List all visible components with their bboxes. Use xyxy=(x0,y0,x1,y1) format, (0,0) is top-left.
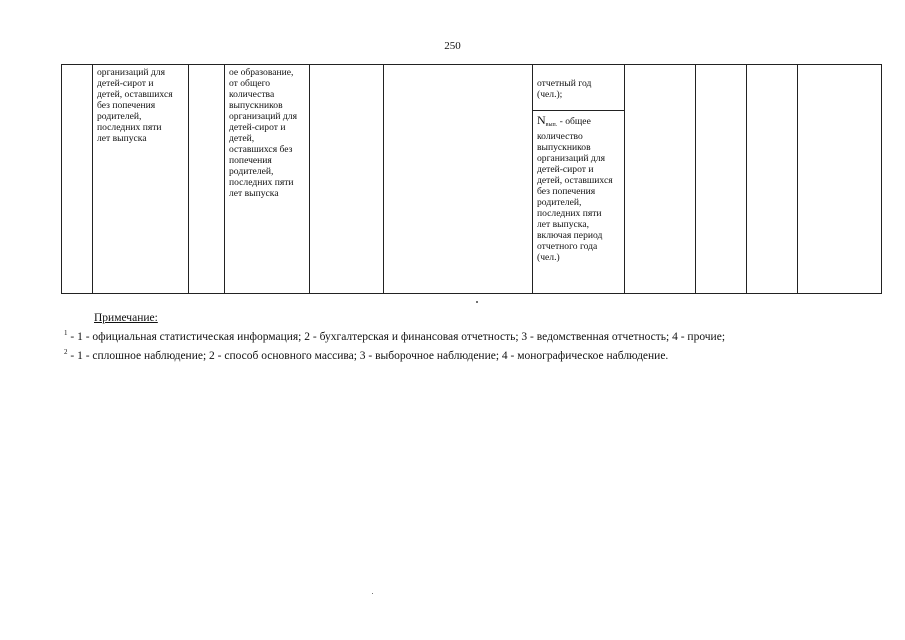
formula-top-text: отчетный год (чел.); xyxy=(533,76,624,111)
footnote-marker: 1 xyxy=(64,329,68,337)
table-cell-description: организаций для детей-сирот и детей, оставшихся без попечения родителей, последних пяти лет выпуска xyxy=(93,65,189,294)
footnote-block xyxy=(64,311,725,364)
page-number: 250 xyxy=(444,40,461,52)
footnote-text: - 1 - официальная статистическая информация; 2 - бухгалтерская и финансовая отчетность; 3 - ведомственная отчетность; 4 - прочие; xyxy=(67,331,726,343)
footnote-marker: 2 xyxy=(64,348,68,356)
table-cell-formula xyxy=(533,65,625,294)
table-cell-definition: ое образование, от общего количества выпускников организаций для детей-сирот и детей, оставшихся без попечения родителей, последних пяти лет выпуска xyxy=(225,65,310,294)
table-cell-empty xyxy=(310,65,384,294)
footnote-text: - 1 - сплошное наблюдение; 2 - способ основного массива; 3 - выборочное наблюдение; 4 - монографическое наблюдение. xyxy=(67,350,669,362)
footnote-item xyxy=(64,326,725,345)
formula-subscript: вып. xyxy=(545,122,558,128)
formula-bottom xyxy=(533,111,624,265)
table-cell-empty xyxy=(798,65,882,294)
table-cell-empty xyxy=(696,65,747,294)
formula-bottom-text: - общее количество выпускников организаций для детей-сирот и детей, оставшихся без попечения родителей, последних пяти лет выпуска, включая период отчетного года (чел.) xyxy=(537,116,613,263)
scan-speck xyxy=(476,301,478,303)
scan-speck xyxy=(372,593,373,594)
table-cell-empty xyxy=(384,65,533,294)
table-cell-empty xyxy=(62,65,93,294)
table-cell-empty xyxy=(189,65,225,294)
footnote-item xyxy=(64,345,725,364)
table-cell-empty xyxy=(625,65,696,294)
table-cell-empty xyxy=(747,65,798,294)
footnote-title: Примечание: xyxy=(94,312,158,324)
formula-symbol: N xyxy=(537,113,546,127)
table-row xyxy=(62,65,882,294)
indicator-table xyxy=(61,64,882,294)
